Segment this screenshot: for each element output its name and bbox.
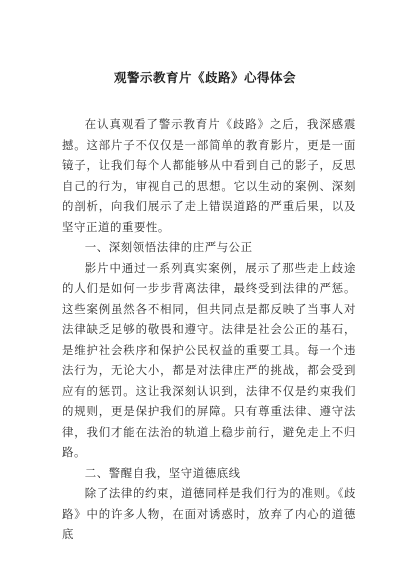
paragraph-morality: 除了法律的约束，道德同样是我们行为的准则。《歧路》中的许多人物，在面对诱惑时，放弃了内心的道德底 [62,486,356,541]
section-heading-1: 一、深刻领悟法律的庄严与公正 [84,240,253,254]
paragraph-law: 影片中通过一系列真实案例，展示了那些走上歧途的人们是如何一步步背离法律，最终受到法律的严惩。这些案例虽然各不相同，但共同点是都反映了当事人对法律缺乏足够的敬畏和遵守。法律是社会公正的基石，是维护社会秩序和保护公民权益的重要工具。每一个违法行为，无论大小，都是对法律庄严的挑战，都会受到应有的惩罚。这让我深刻认识到，法律不仅是约束我们的规则，更是保护我们的屏障。只有尊重法律、遵守法律，我们才能在法治的轨道上稳步前行，避免走上不归路。 [62,260,356,459]
document-title: 观警示教育片《歧路》心得体会 [113,70,296,85]
paragraph-intro: 在认真观看了警示教育片《歧路》之后，我深感震撼。这部片子不仅仅是一部简单的教育影片，更是一面镜子，让我们每个人都能够从中看到自己的影子，反思自己的行为，审视自己的思想。它以生动的案例、深刻的剖析，向我们展示了走上错误道路的严重后果，以及坚守正道的重要性。 [62,117,356,234]
section-heading-2: 二、警醒自我，坚守道德底线 [84,465,241,480]
document-body [62,114,356,545]
